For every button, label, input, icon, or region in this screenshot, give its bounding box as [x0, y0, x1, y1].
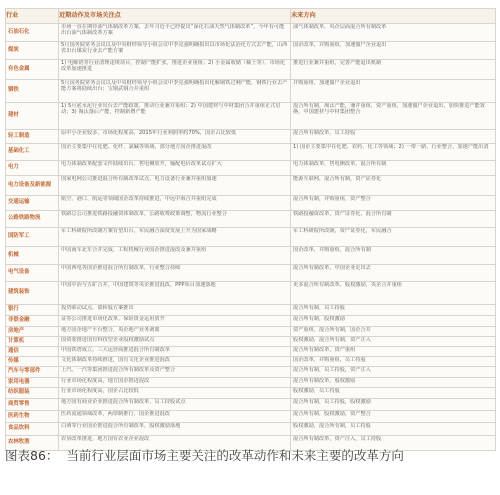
industry-cell-container [6, 367, 59, 378]
recent-actions-cell: 中国铁塔成立，三大运营商推进混合所有制改革 [61, 347, 170, 354]
industry-cell-container [6, 411, 59, 423]
industry-cell-container [6, 228, 59, 247]
future-direction-cell-container [291, 144, 496, 161]
future-direction-cell-container [291, 130, 496, 144]
industry-cell: 传媒 [8, 357, 19, 364]
industry-cell: 轻工制造 [8, 132, 30, 139]
recent-actions-cell: 军工科研院所改制方案有望出台，军民融合深度发展上升为国家战略 [61, 228, 217, 235]
recent-actions-cell-container [59, 60, 291, 80]
industry-cell-container [6, 144, 59, 161]
recent-actions-cell: 铁路总公司推进铁路投融资体制改革，公路收费政策调整，物流行业整合 [61, 211, 228, 218]
table-row [6, 80, 496, 103]
industry-cell-container [6, 60, 59, 80]
future-direction-cell-container [291, 367, 496, 378]
recent-actions-cell: 5月国务院常务会议以及中央财经领导小组会议中李克强明确指出以市场化法治化方式去产能，山西省出台煤炭行业去产能方案 [61, 42, 288, 55]
table-row [6, 211, 496, 228]
industry-cell: 医药生物 [8, 412, 30, 419]
recent-actions-cell-container [59, 103, 291, 130]
future-direction-cell: 混合所有制改革，股权激励 [293, 378, 356, 385]
recent-actions-cell: 行业市场化程度高，国企占比较低 [61, 388, 139, 395]
industry-cell-container [6, 316, 59, 327]
table-row [6, 265, 496, 282]
future-direction-cell: 更多混合所有制改革，股权激励，央企合并重组 [293, 282, 402, 289]
future-direction-cell-container [291, 103, 496, 130]
industry-cell: 商贸零售 [8, 400, 30, 407]
table-row [6, 337, 496, 347]
future-direction-cell: 混合所有制改革，员工持股 [293, 130, 356, 137]
recent-actions-cell: 医药流通领域改革，两票制推行，国企推进混改 [61, 411, 170, 418]
industry-cell: 计算机 [8, 337, 25, 344]
industry-cell-container [6, 24, 59, 42]
future-direction-cell: 并购重组，加速僵尸企业退出 [293, 80, 361, 87]
industry-cell: 非银金融 [8, 317, 30, 324]
recent-actions-cell: 1) 5月底水泥行业出台去产能政策，推动行业兼并重组；2) 中国建材与中材集团合并重组正式启动；3) 淘汰落后产能，控制新增产能 [61, 103, 281, 116]
industry-cell-container [6, 305, 59, 316]
industry-cell: 机械 [8, 251, 19, 258]
future-direction-cell-container [291, 337, 496, 347]
future-direction-cell: 混合所有制改革，中国企业走出去 [293, 265, 371, 272]
industry-cell-container [6, 347, 59, 357]
recent-actions-cell-container [59, 144, 291, 161]
recent-actions-cell-container [59, 80, 291, 103]
recent-actions-cell-container [59, 337, 291, 347]
future-direction-cell: 混合所有制改革，资产注入，员工持股 [293, 436, 382, 443]
table-row [6, 144, 496, 161]
future-direction-cell: 混合所有制，员工持股 [293, 305, 345, 312]
recent-actions-cell-container [59, 423, 291, 436]
industry-cell: 石油石化 [8, 28, 30, 35]
industry-cell-container [6, 161, 59, 176]
table-body [6, 24, 496, 451]
recent-actions-cell-container [59, 347, 291, 357]
table-row [6, 388, 496, 399]
industry-cell: 国防军工 [8, 233, 30, 240]
future-direction-cell: 混合所有制，股权激励 [293, 316, 345, 323]
recent-actions-cell-container [59, 24, 291, 42]
industry-cell: 农林牧渔 [8, 439, 30, 446]
industry-cell: 钢铁 [8, 87, 19, 94]
recent-actions-cell: 农垦改革推进，地方国有农业企业混改 [61, 436, 150, 443]
industry-cell: 交通运输 [8, 199, 30, 206]
recent-actions-cell-container [59, 399, 291, 411]
recent-actions-cell: 中国西电等国企推进混合所有制改革，行业整合持续 [61, 265, 181, 272]
recent-actions-cell: 市场一直在期待油气体制改革方案，去年习近平已经提出“深化石油天然气体制改革”，今年有可能出台油气体制改革方案 [61, 24, 285, 37]
industry-cell: 有色金属 [8, 65, 30, 72]
industry-cell-container [6, 423, 59, 436]
recent-actions-cell: 国资委推进国有科技型企业股权激励试点 [61, 337, 155, 344]
table-row [6, 42, 496, 60]
industry-cell-container [6, 42, 59, 60]
recent-actions-cell-container [59, 388, 291, 399]
future-direction-cell-container [291, 423, 496, 436]
recent-actions-cell-container [59, 411, 291, 423]
table-row [6, 176, 496, 196]
industry-cell: 电力设备及新能源 [8, 181, 52, 188]
future-direction-cell: 国企改革，并购重组，混合所有制 [293, 247, 371, 254]
table-row [6, 60, 496, 80]
industry-cell: 食品饮料 [8, 425, 30, 432]
table-row [6, 161, 496, 176]
future-direction-cell-container [291, 388, 496, 399]
recent-actions-cell-container [59, 357, 291, 367]
figure-caption [5, 446, 495, 464]
industry-cell: 家用电器 [8, 378, 30, 385]
future-direction-cell-container [291, 327, 496, 337]
recent-actions-cell-container [59, 327, 291, 337]
industry-cell-container [6, 378, 59, 388]
future-direction-cell: 推进行业兼并重组，完善产能退出机制 [293, 60, 382, 67]
future-direction-cell: 油气体制改革，央企层面混合所有制改革 [293, 24, 387, 31]
industry-cell-container [6, 265, 59, 282]
future-direction-cell: 国企改革，并购重组，加速僵尸企业退出 [293, 42, 387, 49]
recent-actions-cell-container [59, 130, 291, 144]
future-direction-cell: 军工科研院所改制，资产证券化，军民融合 [293, 228, 392, 235]
recent-actions-cell: 地方国企地产平台整合，央企地产业务剥离 [61, 327, 160, 334]
future-direction-cell-container [291, 282, 496, 305]
recent-actions-cell: 地方国有商业企业推进混合所有制改革，员工持股试点 [61, 399, 186, 406]
recent-actions-cell-container [59, 316, 291, 327]
future-direction-cell-container [291, 42, 496, 60]
table-row [6, 316, 496, 327]
industry-cell: 公路铁路物流 [8, 215, 41, 222]
future-direction-cell-container [291, 399, 496, 411]
industry-cell-container [6, 282, 59, 305]
future-direction-cell-container [291, 176, 496, 196]
recent-actions-cell: 电力体制改革配套文件陆续出台，售电侧放开，输配电价改革试点扩大 [61, 161, 222, 168]
recent-actions-cell: 1) 电解铝等行业清理违规项目，控制产能扩张，推进企业重组；2) 小金属收储（稀土等），市场化改革加速推进 [61, 60, 286, 73]
recent-actions-cell: 上汽、一汽等集团推进混合所有制改革及资产整合 [61, 367, 176, 374]
recent-actions-cell-container [59, 176, 291, 196]
future-direction-cell-container [291, 305, 496, 316]
future-direction-cell: 资产重组，混合所有制，国企合并 [293, 327, 371, 334]
table-row [6, 347, 496, 357]
industry-cell-container [6, 337, 59, 347]
recent-actions-cell-container [59, 378, 291, 388]
recent-actions-cell: 航空、港口、航运等领域国企改革持续推进，中远中海合并重组完成 [61, 196, 217, 203]
future-direction-cell: 能源互联网，混合所有制，资产证券化 [293, 176, 382, 183]
future-direction-cell: 电力体制改革，售电侧改革，混合所有制 [293, 161, 387, 168]
industry-cell: 电力 [8, 164, 19, 171]
header-industry: 行业 [6, 9, 59, 24]
recent-actions-cell: 中国南车北车合并完成，工程机械行业国企推进混改及兼并重组 [61, 247, 207, 254]
future-direction-cell: 股权激励，混合所有制，员工持股 [293, 423, 371, 430]
future-direction-cell: 铁路投融资改革，资产证券化，混合所有制 [293, 211, 392, 218]
table-row [6, 423, 496, 436]
future-direction-cell-container [291, 357, 496, 367]
future-direction-cell-container [291, 378, 496, 388]
header-recent-actions: 近期动作及市场关注点 [59, 9, 291, 24]
recent-actions-cell-container [59, 305, 291, 316]
industry-cell-container [6, 357, 59, 367]
future-direction-cell-container [291, 80, 496, 103]
industry-cell-container [6, 196, 59, 211]
future-direction-cell-container [291, 196, 496, 211]
future-direction-cell: 混合所有制，股权激励，资产整合 [293, 411, 371, 418]
industry-cell: 煤炭 [8, 46, 19, 53]
recent-actions-cell-container [59, 228, 291, 247]
future-direction-cell: 股权激励，员工持股 [293, 388, 340, 395]
future-direction-cell: 1) 国企主要集中在化肥、农药、化工等领域；2) 一带一路，行业整合，加速产能出清 [293, 144, 489, 151]
header-future-direction: 未来方向 [291, 9, 496, 24]
future-direction-cell-container [291, 347, 496, 357]
industry-cell: 银行 [8, 306, 19, 313]
recent-actions-cell: 投贷联动试点，债转股方案推出 [61, 305, 134, 312]
recent-actions-cell: 原中小企业较多，市场化程度高，2015年行业利润率约70%，国企占比较低 [61, 130, 237, 137]
reform-table [5, 8, 496, 451]
recent-actions-cell: 证券公司推进市场化改革，保险资金运用放开 [61, 316, 165, 323]
future-direction-cell-container [291, 316, 496, 327]
table-row [6, 196, 496, 211]
industry-cell: 建材 [8, 112, 19, 119]
recent-actions-cell-container [59, 247, 291, 265]
caption-label: 图表86： [5, 448, 59, 463]
table-row [6, 103, 496, 130]
future-direction-cell: 混合所有制改革，资产重组 [293, 347, 356, 354]
recent-actions-cell-container [59, 196, 291, 211]
industry-cell-container [6, 103, 59, 130]
recent-actions-cell-container [59, 265, 291, 282]
table-row [6, 228, 496, 247]
industry-cell-container [6, 399, 59, 411]
table-row [6, 24, 496, 42]
recent-actions-cell: 国家电网公司推进混合所有制改革试点，电力设备行业兼并重组加速 [61, 176, 217, 183]
industry-cell-container [6, 130, 59, 144]
future-direction-cell: 国企改革，并购重组，员工持股 [293, 357, 366, 364]
future-direction-cell-container [291, 161, 496, 176]
future-direction-cell: 股权激励，混合所有制，资产注入 [293, 337, 371, 344]
table-row [6, 367, 496, 378]
future-direction-cell-container [291, 411, 496, 423]
industry-cell: 电气设备 [8, 269, 30, 276]
recent-actions-cell: 行业市场化程度高，地方国企推进混改 [61, 378, 150, 385]
industry-cell-container [6, 327, 59, 337]
future-direction-cell-container [291, 60, 496, 80]
table-row [6, 327, 496, 337]
industry-cell: 纺织服装 [8, 389, 30, 396]
industry-cell-container [6, 80, 59, 103]
table-row [6, 399, 496, 411]
future-direction-cell-container [291, 265, 496, 282]
industry-cell-container [6, 247, 59, 265]
header-row [6, 9, 496, 24]
table-row [6, 247, 496, 265]
recent-actions-cell: 文化体制改革持续推进，国有文化企业推进混改 [61, 357, 170, 364]
industry-cell-container [6, 211, 59, 228]
recent-actions-cell: 5月国务院常务会议以及中央财经领导小组会议中李克强明确指出化解钢铁过剩产能，钢铁行业去产能方案将陆续出台；宝钢武钢合并重组 [61, 80, 288, 93]
table-row [6, 130, 496, 144]
recent-actions-cell-container [59, 161, 291, 176]
industry-cell-container [6, 388, 59, 399]
future-direction-cell: 混合所有制，员工持股，股权激励 [293, 399, 371, 406]
table-row [6, 357, 496, 367]
industry-cell: 房地产 [8, 327, 25, 334]
table-row [6, 282, 496, 305]
recent-actions-cell-container [59, 42, 291, 60]
recent-actions-cell: 国企主要集中在化肥、化纤、氯碱等领域，部分地方国企推进混改 [61, 144, 212, 151]
table-row [6, 305, 496, 316]
future-direction-cell-container [291, 228, 496, 247]
future-direction-cell-container [291, 211, 496, 228]
table-row [6, 411, 496, 423]
industry-cell: 基础化工 [8, 148, 30, 155]
recent-actions-cell-container [59, 282, 291, 305]
future-direction-cell: 混合所有制，并购重组，资产整合 [293, 196, 371, 203]
recent-actions-cell-container [59, 367, 291, 378]
table-header [6, 9, 496, 24]
industry-cell: 通信 [8, 347, 19, 354]
recent-actions-cell: 中国中冶与五矿合并，中国建筑等央企推进混改，PPP项目加速落地 [61, 282, 216, 289]
recent-actions-cell: 白酒等行业国企推进混合所有制改革，股权激励落地 [61, 423, 181, 430]
industry-cell: 建筑装饰 [8, 289, 30, 296]
future-direction-cell: 混合所有制，淘汰产能，兼并重组，资产重组，加速僵尸企业退出，加快推进产能置换，中国建材与中材集团整合 [293, 103, 485, 116]
future-direction-cell-container [291, 247, 496, 265]
future-direction-cell-container [291, 24, 496, 42]
recent-actions-cell-container [59, 211, 291, 228]
industry-cell-container [6, 176, 59, 196]
caption-text: 当前行业层面市场主要关注的改革动作和未来主要的改革方向 [66, 448, 404, 463]
future-direction-cell: 混合所有制，员工持股，资产注入 [293, 367, 371, 374]
table-row [6, 378, 496, 388]
industry-cell: 汽车与零部件 [8, 368, 41, 375]
